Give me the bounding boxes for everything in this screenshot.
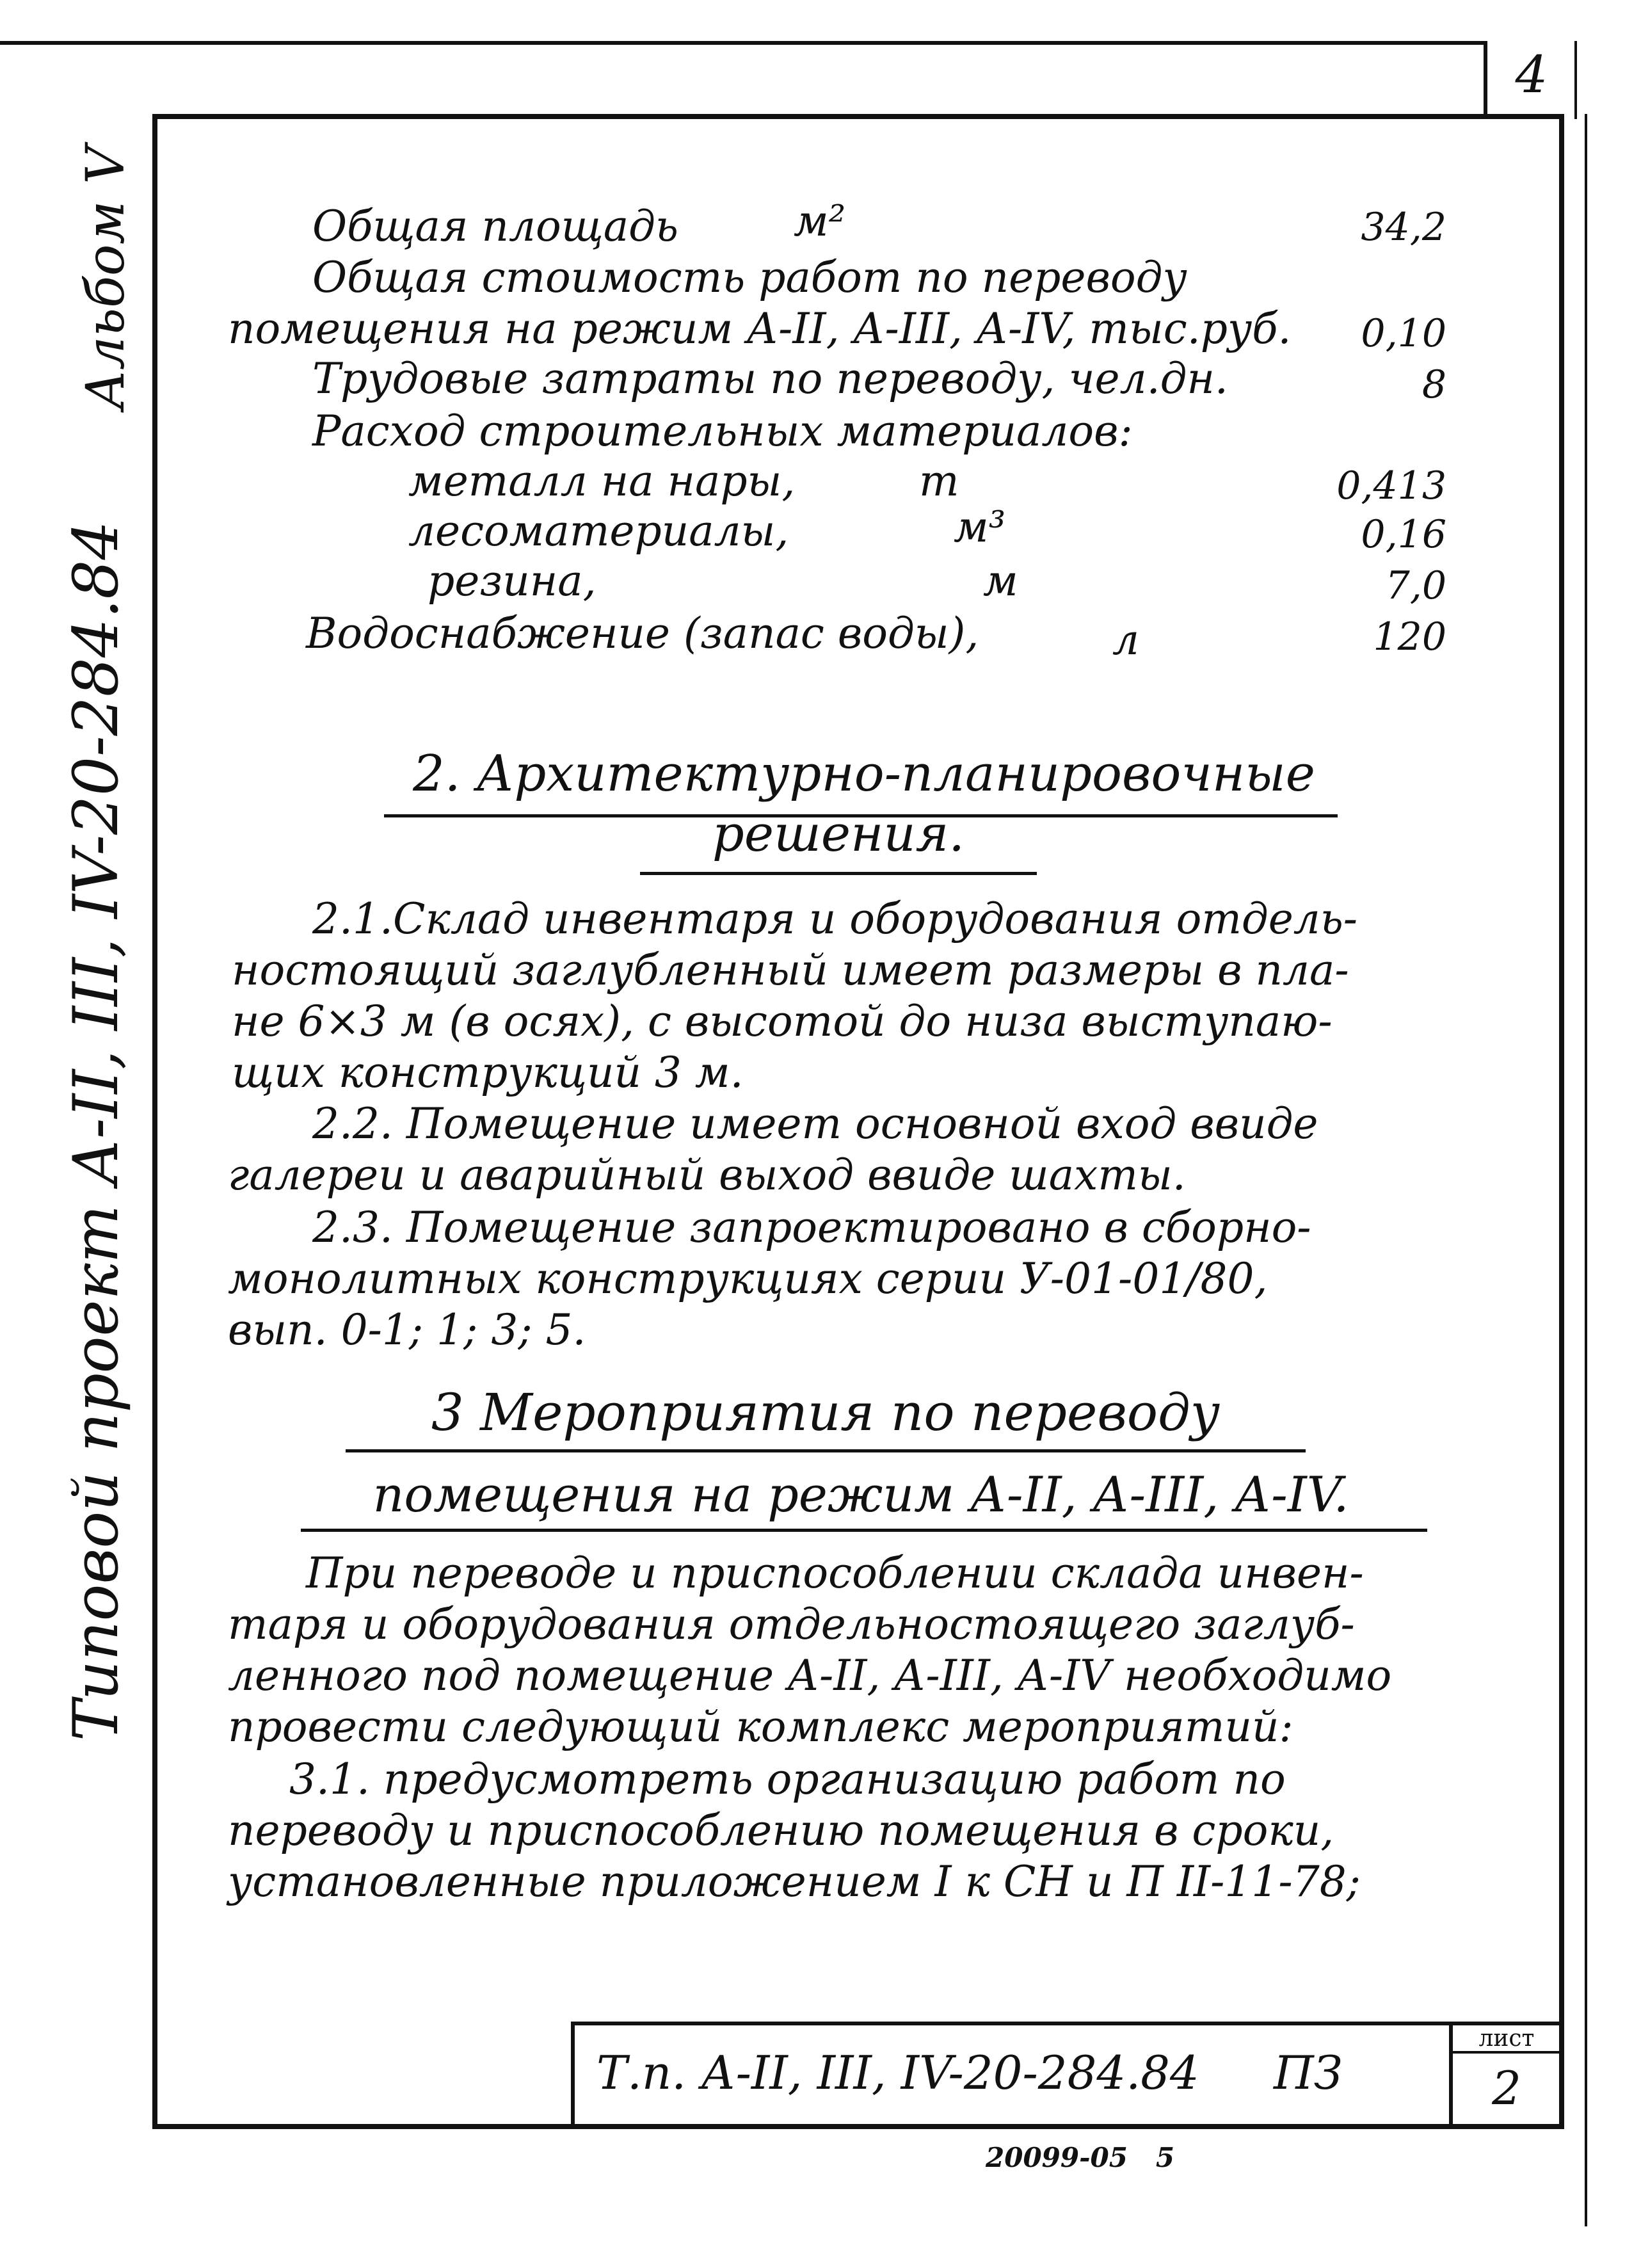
text-line: 3.1. предусмотреть организацию работ по	[289, 1755, 1286, 1804]
area-label: Общая площадь	[312, 202, 678, 251]
labor-value: 8	[1421, 362, 1446, 407]
rubber-label: резина,	[428, 556, 596, 606]
text-line: монолитных конструкциях серии У-01-01/80,	[228, 1254, 1268, 1303]
margin-project-code: Типовой проект А-II, III, IV-20-284.84	[60, 520, 132, 1741]
footer-stamp-number: 20099-05 5	[986, 2142, 1175, 2173]
section2-title-line1: 2. Архитектурно-планировочные	[413, 745, 1315, 803]
section3-title-underline1	[346, 1449, 1306, 1452]
text-line: галереи и аварийный выход ввиде шахты.	[228, 1150, 1186, 1200]
title-block-left	[571, 2022, 575, 2127]
section2-title-underline2	[640, 872, 1037, 875]
text-line: ностоящий заглубленный имеет размеры в пла-	[232, 945, 1349, 995]
section3-title-line2: помещения на режим А-II, А-III, А-IV.	[372, 1466, 1349, 1523]
rubber-value: 7,0	[1385, 563, 1446, 608]
materials-label: Расход строительных материалов:	[312, 406, 1133, 456]
wood-value: 0,16	[1361, 512, 1446, 557]
cost-label-line1: Общая стоимость работ по переводу	[312, 253, 1187, 302]
sheet-number: 2	[1492, 2061, 1521, 2115]
frame-top	[152, 114, 1564, 119]
text-line: 2.3. Помещение запроектировано в сборно-	[312, 1203, 1311, 1252]
text-line: установленные приложением I к СН и П II-11-78;	[228, 1857, 1361, 1906]
text-line: переводу и приспособлению помещения в сроки,	[228, 1806, 1334, 1855]
wood-unit: м³	[954, 503, 1006, 552]
rubber-unit: м	[983, 556, 1018, 606]
section3-title-underline2	[301, 1529, 1427, 1532]
metal-value: 0,413	[1336, 463, 1446, 508]
labor-label: Трудовые затраты по переводу, чел.дн.	[312, 354, 1228, 403]
top-border-line	[0, 41, 1485, 45]
cost-label-line2: помещения на режим А-II, А-III, А-IV, тыс.руб.	[228, 304, 1292, 353]
margin-album-label: Альбом V	[76, 146, 136, 410]
text-line: не 6×3 м (в осях), с высотой до низа выступаю-	[232, 997, 1333, 1046]
water-unit: л	[1112, 615, 1140, 664]
cost-value: 0,10	[1361, 311, 1446, 356]
text-line: щих конструкций 3 м.	[232, 1048, 744, 1097]
text-line: ленного под помещение А-II, А-III, А-IV необходимо	[228, 1651, 1392, 1700]
page-number-box-right	[1574, 41, 1577, 119]
metal-label: металл на нары,	[408, 456, 796, 506]
frame-left	[152, 114, 157, 2128]
section2-title-line2: решения.	[712, 805, 965, 863]
water-label: Водоснабжение (запас воды),	[306, 609, 979, 658]
frame-right	[1559, 114, 1564, 2129]
text-line: 2.1.Склад инвентаря и оборудования отдель-	[312, 894, 1358, 944]
metal-unit: т	[919, 456, 959, 506]
section3-title-line1: 3 Мероприятия по переводу	[431, 1383, 1221, 1442]
frame-bottom	[152, 2124, 1564, 2129]
right-edge-line	[1585, 114, 1587, 2226]
title-block-top	[571, 2022, 1562, 2025]
text-line: провести следующий комплекс мероприятий:	[228, 1702, 1293, 1751]
text-line: вып. 0-1; 1; 3; 5.	[228, 1305, 586, 1355]
sheet-label: лист	[1478, 2025, 1535, 2052]
page-number: 4	[1515, 45, 1548, 104]
wood-label: лесоматериалы,	[408, 506, 789, 556]
area-value: 34,2	[1361, 205, 1446, 250]
area-unit: м²	[794, 197, 846, 246]
text-line: 2.2. Помещение имеет основной вход ввиде	[312, 1099, 1318, 1148]
page-number-box-left	[1484, 41, 1487, 119]
text-line: таря и оборудования отдельностоящего заглуб-	[228, 1600, 1355, 1649]
title-block-doc-type: ПЗ	[1274, 2046, 1343, 2100]
text-line: При переводе и приспособлении склада инвен-	[306, 1548, 1364, 1598]
title-block-code: Т.п. А-II, III, IV-20-284.84	[596, 2046, 1199, 2100]
water-value: 120	[1373, 615, 1446, 659]
